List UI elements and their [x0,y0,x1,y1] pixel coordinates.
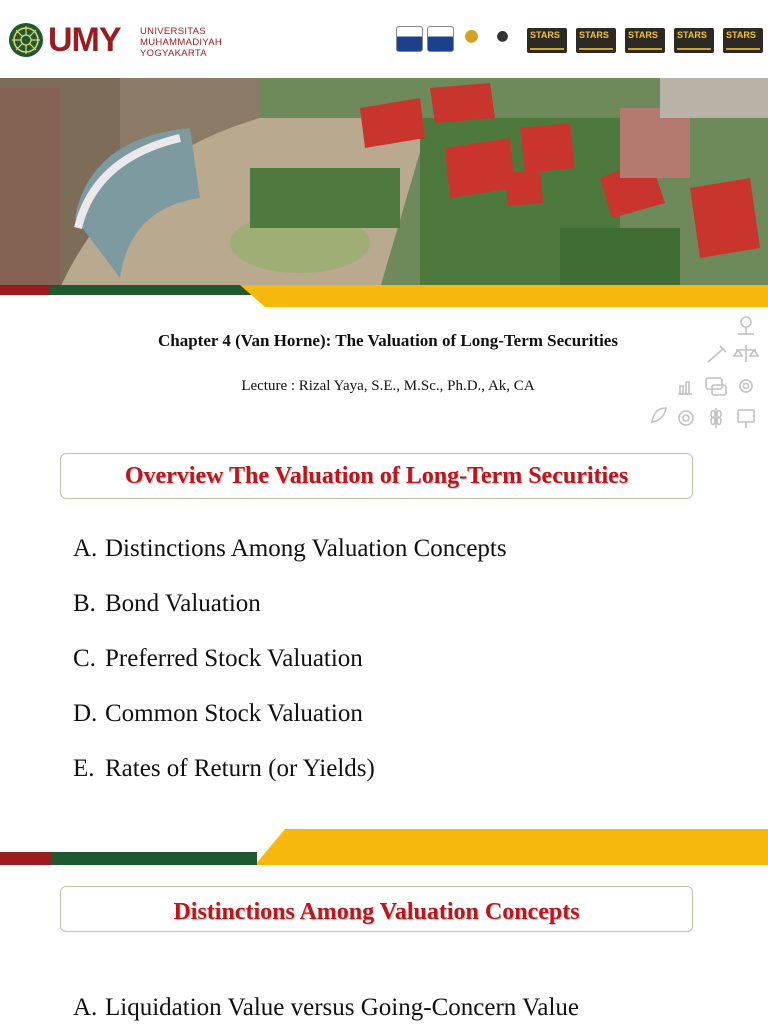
gear-icon [740,380,752,392]
stars-badge-icon [576,28,616,53]
wheat-icon [711,408,721,428]
leaf-icon [652,408,666,422]
outline-item-letter: A. [73,994,98,1021]
accreditation-badges [396,26,547,52]
outline-item [73,696,507,751]
umy-emblem-icon [8,22,44,58]
stars-badge-icon [674,28,714,53]
stars-badge-icon [723,28,763,53]
stars-badge-icon [625,28,665,53]
outline-item-text: Bond Valuation [105,590,261,617]
campus-aerial-photo [0,78,768,288]
microscope-icon [738,317,754,334]
outline-item [73,641,507,696]
outline-item-text: Preferred Stock Valuation [105,645,363,672]
outline-item [73,586,507,641]
distinctions-title-box: Distinctions Among Valuation Concepts [60,886,693,932]
presentation-icon [738,410,754,428]
university-name [140,26,222,59]
chat-icon [706,378,726,395]
university-line: YOGYAKARTA [140,48,207,59]
syringe-icon [708,346,726,362]
stars-badge-label: STARS [628,30,658,40]
ministry-logo-icon [458,26,485,52]
outline-item-letter: E. [73,755,95,782]
accreditation-badge-icon [427,26,454,52]
stars-badge-label: STARS [726,30,756,40]
outline-item-text: Liquidation Value versus Going-Concern Value [105,994,579,1021]
header-bar [0,0,768,78]
overview-title-box: Overview The Valuation of Long-Term Securities [60,453,693,499]
stars-badge-icon [527,28,567,53]
outline-item-letter: A. [73,535,98,562]
outline-item-letter: B. [73,590,96,617]
overview-outline-list [73,531,507,806]
lecturer-name: Lecture : Rizal Yaya, S.E., M.Sc., Ph.D., Ak, CA [241,378,535,394]
outline-item-letter: D. [73,700,98,727]
decorative-icon-cluster [648,312,760,432]
brand-stripe [0,285,768,307]
outline-item-text: Common Stock Valuation [105,700,363,727]
outline-item-text: Distinctions Among Valuation Concepts [105,535,507,562]
outline-item [73,751,507,806]
stars-badge-label: STARS [579,30,609,40]
university-line: MUHAMMADIYAH [140,37,223,48]
outline-item-text: Rates of Return (or Yields) [105,755,375,782]
settings-icon [679,411,693,425]
outline-item-letter: C. [73,645,96,672]
university-line: UNIVERSITAS [140,26,206,37]
stars-badge-label: STARS [530,30,560,40]
chart-icon [678,382,692,394]
outline-item [73,531,507,586]
stars-badge-label: STARS [677,30,707,40]
scale-icon [734,345,758,362]
brand-stripe [0,829,768,865]
chapter-title: Chapter 4 (Van Horne): The Valuation of Long-Term Securities [158,331,618,350]
umy-wordmark: UMY [48,21,121,59]
accreditation-badge-icon [396,26,423,52]
outline-item [73,990,579,1024]
ministry-logo-icon [489,26,516,52]
stars-rating-badges [527,28,763,53]
